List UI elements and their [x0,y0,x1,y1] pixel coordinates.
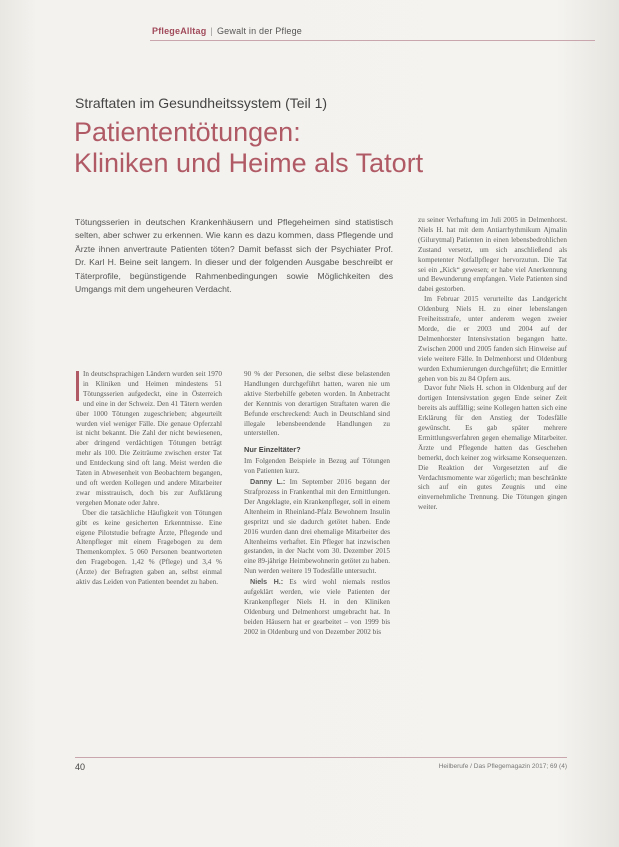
runin-danny: Danny L.: [250,477,286,487]
drop-marker [76,371,79,401]
col3-paragraph-1: zu seiner Verhaftung im Juli 2005 in Delmenhorst. Niels H. hat mit dem Antiarrhythmikum Ajmalin (Gilurytmal) Patienten in einen lebensbedrohlichen Zustand versetzt, um sich anschließend als kompetenter Notfallpfleger hervorzutun. Die Tat sei ein „Kick“ gewesen; er habe viel Anerkennung und Bewunderung empfangen. Viele Patienten sind dabei gestorben. [418,216,567,294]
article-title [74,117,574,179]
body-column-2 [244,370,390,638]
col1-paragraph-2: Über die tatsächliche Häufigkeit von Tötungen gibt es keine gesicherten Erkenntnisse. Eine eigene Pilotstudie befragte Ärzte, Pflegende und Altenpfleger mit einem Fragebogen zu dem Themenkomplex. 5 060 Personen beantworteten den Fragebogen. 1,42 % (Pflege) und 3,4 % (Ärzte) der Befragten gaben an, selbst einmal aktiv das Leiden von Patienten beendet zu haben. [76,508,222,587]
body-column-1 [76,370,222,588]
col1-paragraph-1 [76,370,222,509]
header-category: PflegeAlltag [152,26,207,36]
col2-paragraph-3 [244,477,390,577]
footer-rule [75,757,567,758]
running-header [152,26,302,36]
page-number: 40 [75,762,86,772]
title-line-2: Kliniken und Heime als Tatort [74,148,424,178]
col2-text-3: Im September 2016 begann der Strafprozess in Frankenthal mit den Ermittlungen. Der Angeklagte, ein Krankenpfleger, soll in einem Altenheim in Rheinland-Pfalz Bewohnern Insulin gespritzt und sie dadurch getötet haben. Ende 2016 wurden dann drei ehemalige Mitarbeiter des Altenheims verhaftet. Ein Pfleger hat inzwischen gestanden, in der Nacht vom 30. Dezember 2015 eine 89-jährige Heimbewohnerin getötet zu haben. Nun werden weitere 19 Todesfälle untersucht. [244,478,391,576]
header-separator: | [210,26,213,36]
col2-subheading: Nur Einzeltäter? [244,445,301,455]
col2-paragraph-1: 90 % der Personen, die selbst diese belastenden Handlungen durchgeführt hatten, waren nie um aktive Sterbehilfe gebeten worden. In Anbetracht der Kenntnis von derartigen Straftaten waren die Befunde erschreckend: Auch in Deutschland sind illegale lebensbeendende Handlungen zu unterstellen. [244,370,390,438]
title-line-1: Patiententötungen: [74,117,301,147]
col3-paragraph-3: Davor fuhr Niels H. schon in Oldenburg auf der dortigen Intensivstation gegen Ende seiner Zeit bereits als auffällig; seine Kollegen hatten sich eine Erklärung für den Anstieg der Todesfälle gewünscht. Es gab später mehrere Ermittlungsverfahren gegen ehemalige Mitarbeiter. Ärzte und Pflegende hatten das Geschehen bemerkt, doch keiner zog wirksame Konsequenzen. Die Reaktion der Vorgesetzten auf die Verdachtsmomente war zögerlich; man beschränkte sich auf ein gutes Zeugnis und eine einvernehmliche Trennung. Die Tötungen gingen weiter. [418,384,567,512]
header-section: Gewalt in der Pflege [216,26,303,36]
col2-paragraph-2: Im Folgenden Beispiele in Bezug auf Tötungen von Patienten kurz. [244,457,390,476]
header-rule [150,40,595,41]
col1-text-1: In deutschsprachigen Ländern wurden seit 1970 in Kliniken und Heimen mindestens 51 Tötungsserien aufgedeckt, eine in Österreich und eine in der Schweiz. Den 41 Tätern werden über 1000 Tötungen zugeschrieben; abgeurteilt wurden viel weniger Fälle. Die genaue Opferzahl ist nicht bekannt. Die Zahl der nicht bewiesenen, aber dringend verdächtigen Tötungen beträgt mehr als 100. Die Zeiträume zwischen erster Tat und Entdeckung sind oft lang. Meist werden die Taten in Abwesenheit von Beobachtern begangen, und oft werden Kollegen und andere Mitarbeiter zwar misstrauisch, doch bis zur Aufklärung vergehen Monate oder Jahre. [76,370,222,507]
article-lead: Tötungsserien in deutschen Krankenhäusern und Pflegeheimen sind statistisch selten, aber schwer zu erkennen. Wie kann es dazu kommen, dass Pflegende und Ärzte ihnen anvertraute Patienten töten? Damit befasst sich der Psychiater Prof. Dr. Karl H. Beine seit langem. In dieser und der folgenden Ausgabe beschreibt er Täterprofile, begünstigende Rahmenbedingungen sowie Möglichkeiten des Umgangs mit dem ungeheuren Verdacht. [75,217,393,295]
col2-text-4: Es wird wohl niemals restlos aufgeklärt werden, wie viele Patienten der Krankenpfleger Niels H. in den Kliniken Oldenburg und Delmenhorst umgebracht hat. In beiden Häusern hat er gearbeitet – von 1999 bis 2002 in Oldenburg und von Dezember 2002 bis [244,578,390,636]
body-column-3 [418,216,567,756]
journal-reference: Heilberufe / Das Pflegemagazin 2017; 69 (4) [438,763,567,770]
article-kicker: Straftaten im Gesundheitssystem (Teil 1) [75,95,328,111]
col2-paragraph-4 [244,577,390,637]
runin-niels: Niels H.: [250,577,284,587]
col3-paragraph-2: Im Februar 2015 verurteilte das Landgericht Oldenburg Niels H. zu einer lebenslangen Freiheitsstrafe, unter anderem wegen zweier Morde, die er 2003 und 2004 auf der Delmenhorster Intensivstation begangen hatte. Zwischen 2000 und 2005 fanden sich Hinweise auf viele weitere Fälle. In Delmenhorst und Oldenburg wurden Exhumierungen durchgeführt; die Ermittler gehen von bis zu 84 Opfern aus. [418,295,567,383]
